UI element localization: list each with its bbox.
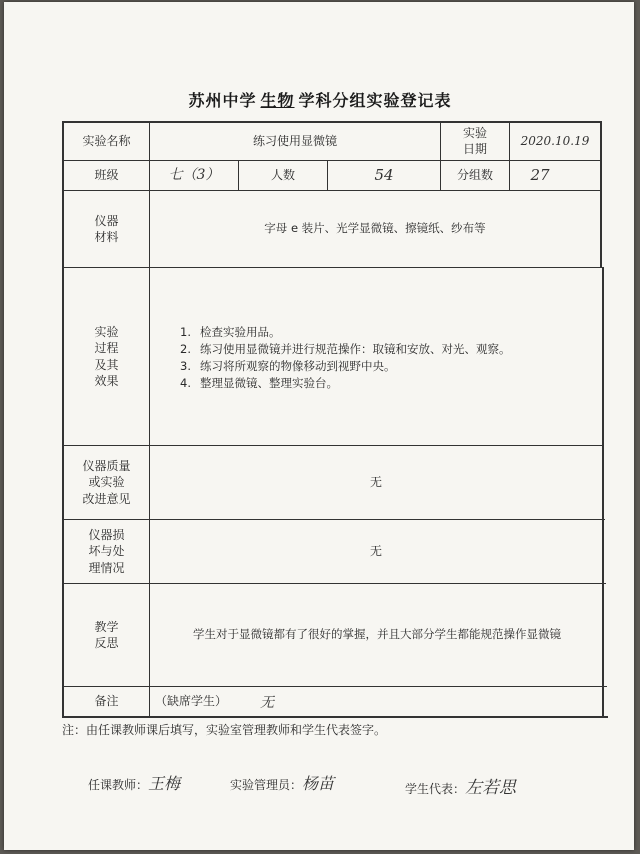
experiment-name-value: 练习使用显微镜 <box>252 133 337 148</box>
process-steps-list <box>180 324 580 392</box>
class-value: 七（3） <box>168 167 220 184</box>
process-step <box>180 341 580 358</box>
step-text: 整理显微镜、整理实验台。 <box>200 376 338 390</box>
reflection-value: 学生对于显微镜都有了很好的掌握，并且大部分学生都能规范操作显微镜 <box>193 627 561 642</box>
step-number: 4. <box>180 376 191 390</box>
quality-label-line: 改进意见 <box>82 491 131 506</box>
reflection-label-line: 反思 <box>94 636 119 650</box>
date-label-line-1: 实验 <box>462 125 487 140</box>
step-number: 1. <box>180 325 191 339</box>
process-step <box>180 324 580 341</box>
student-signature <box>405 773 516 798</box>
damage-label-line: 坏与处 <box>88 544 125 559</box>
school-name: 苏州中学 <box>188 91 257 110</box>
date-label <box>441 122 509 160</box>
step-number: 3. <box>180 359 191 373</box>
footnote: 注：由任课教师课后填写，实验室管理教师和学生代表签字。 <box>62 723 387 737</box>
process-label <box>64 268 149 445</box>
absent-students-label: （缺席学生） <box>155 694 228 709</box>
teacher-name: 王梅 <box>148 774 181 793</box>
quality-label <box>64 446 149 519</box>
count-value: 54 <box>374 166 394 185</box>
reflection-label-line: 教学 <box>94 619 119 634</box>
groups-label: 分组数 <box>456 168 493 183</box>
damage-label-line: 仪器损 <box>88 528 125 543</box>
date-label-line-2: 日期 <box>462 142 487 156</box>
process-label-line: 实验 <box>94 325 119 340</box>
subject-name: 生物 <box>260 91 295 110</box>
process-label-line: 及其 <box>94 357 119 372</box>
class-label: 班级 <box>94 168 119 183</box>
count-label: 人数 <box>270 168 295 183</box>
manager-label: 实验管理员： <box>230 778 303 792</box>
process-step <box>180 358 580 375</box>
process-label-line: 过程 <box>94 341 119 356</box>
manager-signature <box>230 771 334 794</box>
title-suffix: 学科分组实验登记表 <box>298 91 452 110</box>
step-text: 练习使用显微镜并进行规范操作：取镜和安放、对光、观察。 <box>200 342 511 356</box>
absent-students-value: 无 <box>260 695 274 712</box>
materials-value: 字母 e 装片、光学显微镜、擦镜纸、纱布等 <box>264 221 486 236</box>
remarks-label: 备注 <box>94 694 119 709</box>
step-text: 检查实验用品。 <box>200 325 281 339</box>
materials-label-line-2: 材料 <box>94 230 119 244</box>
teacher-signature <box>88 771 180 794</box>
manager-name: 杨苗 <box>302 774 335 793</box>
form-title <box>0 88 640 111</box>
materials-label-line-1: 仪器 <box>94 213 119 228</box>
step-number: 2. <box>180 342 191 356</box>
process-label-line: 效果 <box>94 373 119 388</box>
quality-label-line: 仪器质量 <box>82 459 131 474</box>
groups-value: 27 <box>530 166 550 185</box>
damage-value: 无 <box>369 544 382 559</box>
date-value: 2020.10.19 <box>520 133 590 148</box>
reflection-label <box>64 584 149 686</box>
step-text: 练习将所观察的物像移动到视野中央。 <box>200 359 396 373</box>
process-step <box>180 375 580 392</box>
materials-label <box>64 191 149 267</box>
student-name: 左若思 <box>465 778 517 798</box>
teacher-label: 任课教师： <box>88 778 149 792</box>
experiment-name-label: 实验名称 <box>82 133 131 148</box>
quality-label-line: 或实验 <box>88 475 125 490</box>
damage-label <box>64 520 149 583</box>
damage-label-line: 理情况 <box>88 560 125 575</box>
quality-value: 无 <box>369 475 382 490</box>
student-label: 学生代表： <box>405 782 466 796</box>
